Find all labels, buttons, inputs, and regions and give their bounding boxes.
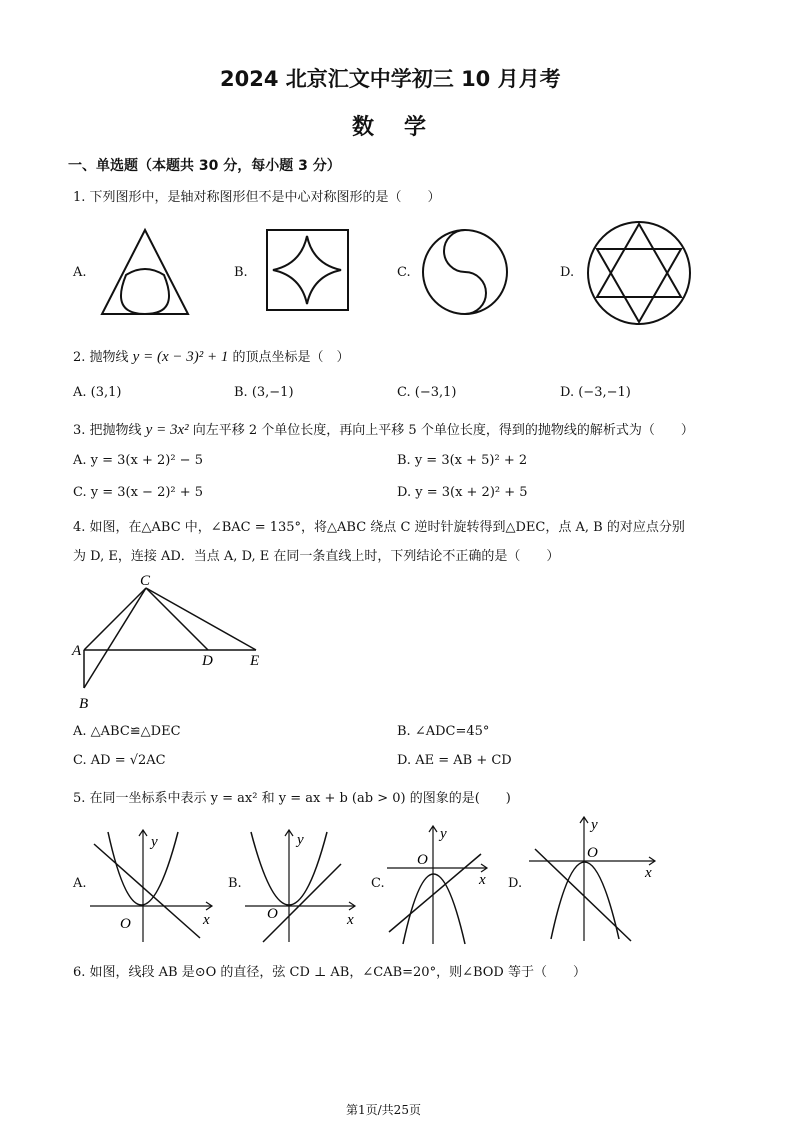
q4-label-e: E: [250, 653, 260, 669]
q5-graph-d: [527, 815, 662, 945]
q4-option-b: B. ∠ADC=45°: [397, 724, 490, 739]
q5b-x-label: x: [347, 912, 354, 928]
q4-label-b: B: [79, 696, 89, 712]
q5a-y-label: y: [151, 834, 158, 850]
subject-heading: 数学: [352, 115, 457, 140]
page-footer: 第1页/共25页: [346, 1103, 421, 1117]
q3-stem-suffix: 向左平移 2 个单位长度，再向上平移 5 个单位长度，得到的抛物线的解析式为（ ）: [188, 423, 694, 438]
q4-label-a: A: [72, 643, 82, 659]
q5a-x-label: x: [203, 912, 210, 928]
q3-option-a: A. y = 3(x + 2)² − 5: [73, 453, 203, 468]
q5b-origin-label: O: [267, 906, 278, 922]
q1-figure-a-triangle: [98, 225, 208, 320]
q4-figure-triangles: [70, 570, 270, 715]
q2-stem-suffix: 的顶点坐标是（ ）: [228, 350, 350, 365]
q5c-origin-label: O: [417, 852, 428, 868]
q3-option-b: B. y = 3(x + 5)² + 2: [397, 453, 528, 468]
q1-figure-d-hexagram: [586, 220, 696, 330]
q5d-y-label: y: [591, 817, 598, 833]
q4-label-c: C: [140, 573, 151, 589]
q5-option-d-label: D.: [508, 876, 523, 891]
q2-option-d: D. (−3,−1): [560, 385, 631, 400]
question-5-stem: 5. 在同一坐标系中表示 y = ax² 和 y = ax + b (ab > 0) 的图象的是( ): [73, 791, 511, 806]
q2-option-a: A. (3,1): [73, 385, 122, 400]
q1-option-c-label: C.: [397, 265, 411, 280]
q4-label-d: D: [202, 653, 213, 669]
q3-expression: y = 3x²: [145, 422, 189, 438]
q5-graph-b: [243, 828, 363, 948]
q1-option-a-label: A.: [73, 265, 87, 280]
question-4-line-2: 为 D, E，连接 AD．当点 A, D, E 在同一条直线上时，下列结论不正确的是（ ）: [73, 549, 560, 564]
q5a-origin-label: O: [120, 916, 131, 932]
q4-option-c: C. AD = √2AC: [73, 753, 166, 768]
q5c-x-label: x: [479, 872, 486, 888]
q2-option-b: B. (3,−1): [234, 385, 294, 400]
q2-expression: y = (x − 3)² + 1: [132, 349, 229, 365]
q1-figure-b-square-star: [265, 228, 355, 313]
q5-option-c-label: C.: [371, 876, 385, 891]
question-6-stem: 6. 如图，线段 AB 是⊙O 的直径，弦 CD ⊥ AB，∠CAB=20°，则∠BOD 等于（ ）: [73, 965, 586, 980]
q5-graph-c: [385, 824, 495, 948]
question-2-stem: [73, 346, 349, 366]
document-title: 2024 北京汇文中学初三 10 月月考: [220, 67, 561, 91]
q5-option-a-label: A.: [73, 876, 87, 891]
question-4-line-1: 4. 如图，在△ABC 中，∠BAC = 135°，将△ABC 绕点 C 逆时针旋转得到△DEC，点 A, B 的对应点分别: [73, 520, 685, 535]
q5d-x-label: x: [645, 865, 652, 881]
q5c-y-label: y: [440, 826, 447, 842]
q4-option-d: D. AE = AB + CD: [397, 753, 512, 768]
q2-stem-prefix: 2. 抛物线: [73, 350, 133, 365]
q5d-origin-label: O: [587, 845, 598, 861]
q5-option-b-label: B.: [228, 876, 242, 891]
question-1-stem: 1. 下列图形中，是轴对称图形但不是中心对称图形的是（ ）: [73, 190, 441, 205]
q3-option-c: C. y = 3(x − 2)² + 5: [73, 485, 204, 500]
q4-option-a: A. △ABC≌△DEC: [73, 724, 181, 739]
q1-option-b-label: B.: [234, 265, 248, 280]
q3-option-d: D. y = 3(x + 2)² + 5: [397, 485, 528, 500]
q3-stem-prefix: 3. 把抛物线: [73, 423, 146, 438]
q5b-y-label: y: [297, 832, 304, 848]
q5-graph-a: [88, 828, 218, 948]
question-3-stem: [73, 419, 694, 439]
q1-figure-c-yinyang: [420, 228, 510, 318]
q2-option-c: C. (−3,1): [397, 385, 457, 400]
section-heading: 一、单选题（本题共 30 分，每小题 3 分）: [68, 158, 341, 174]
q1-option-d-label: D.: [560, 265, 575, 280]
